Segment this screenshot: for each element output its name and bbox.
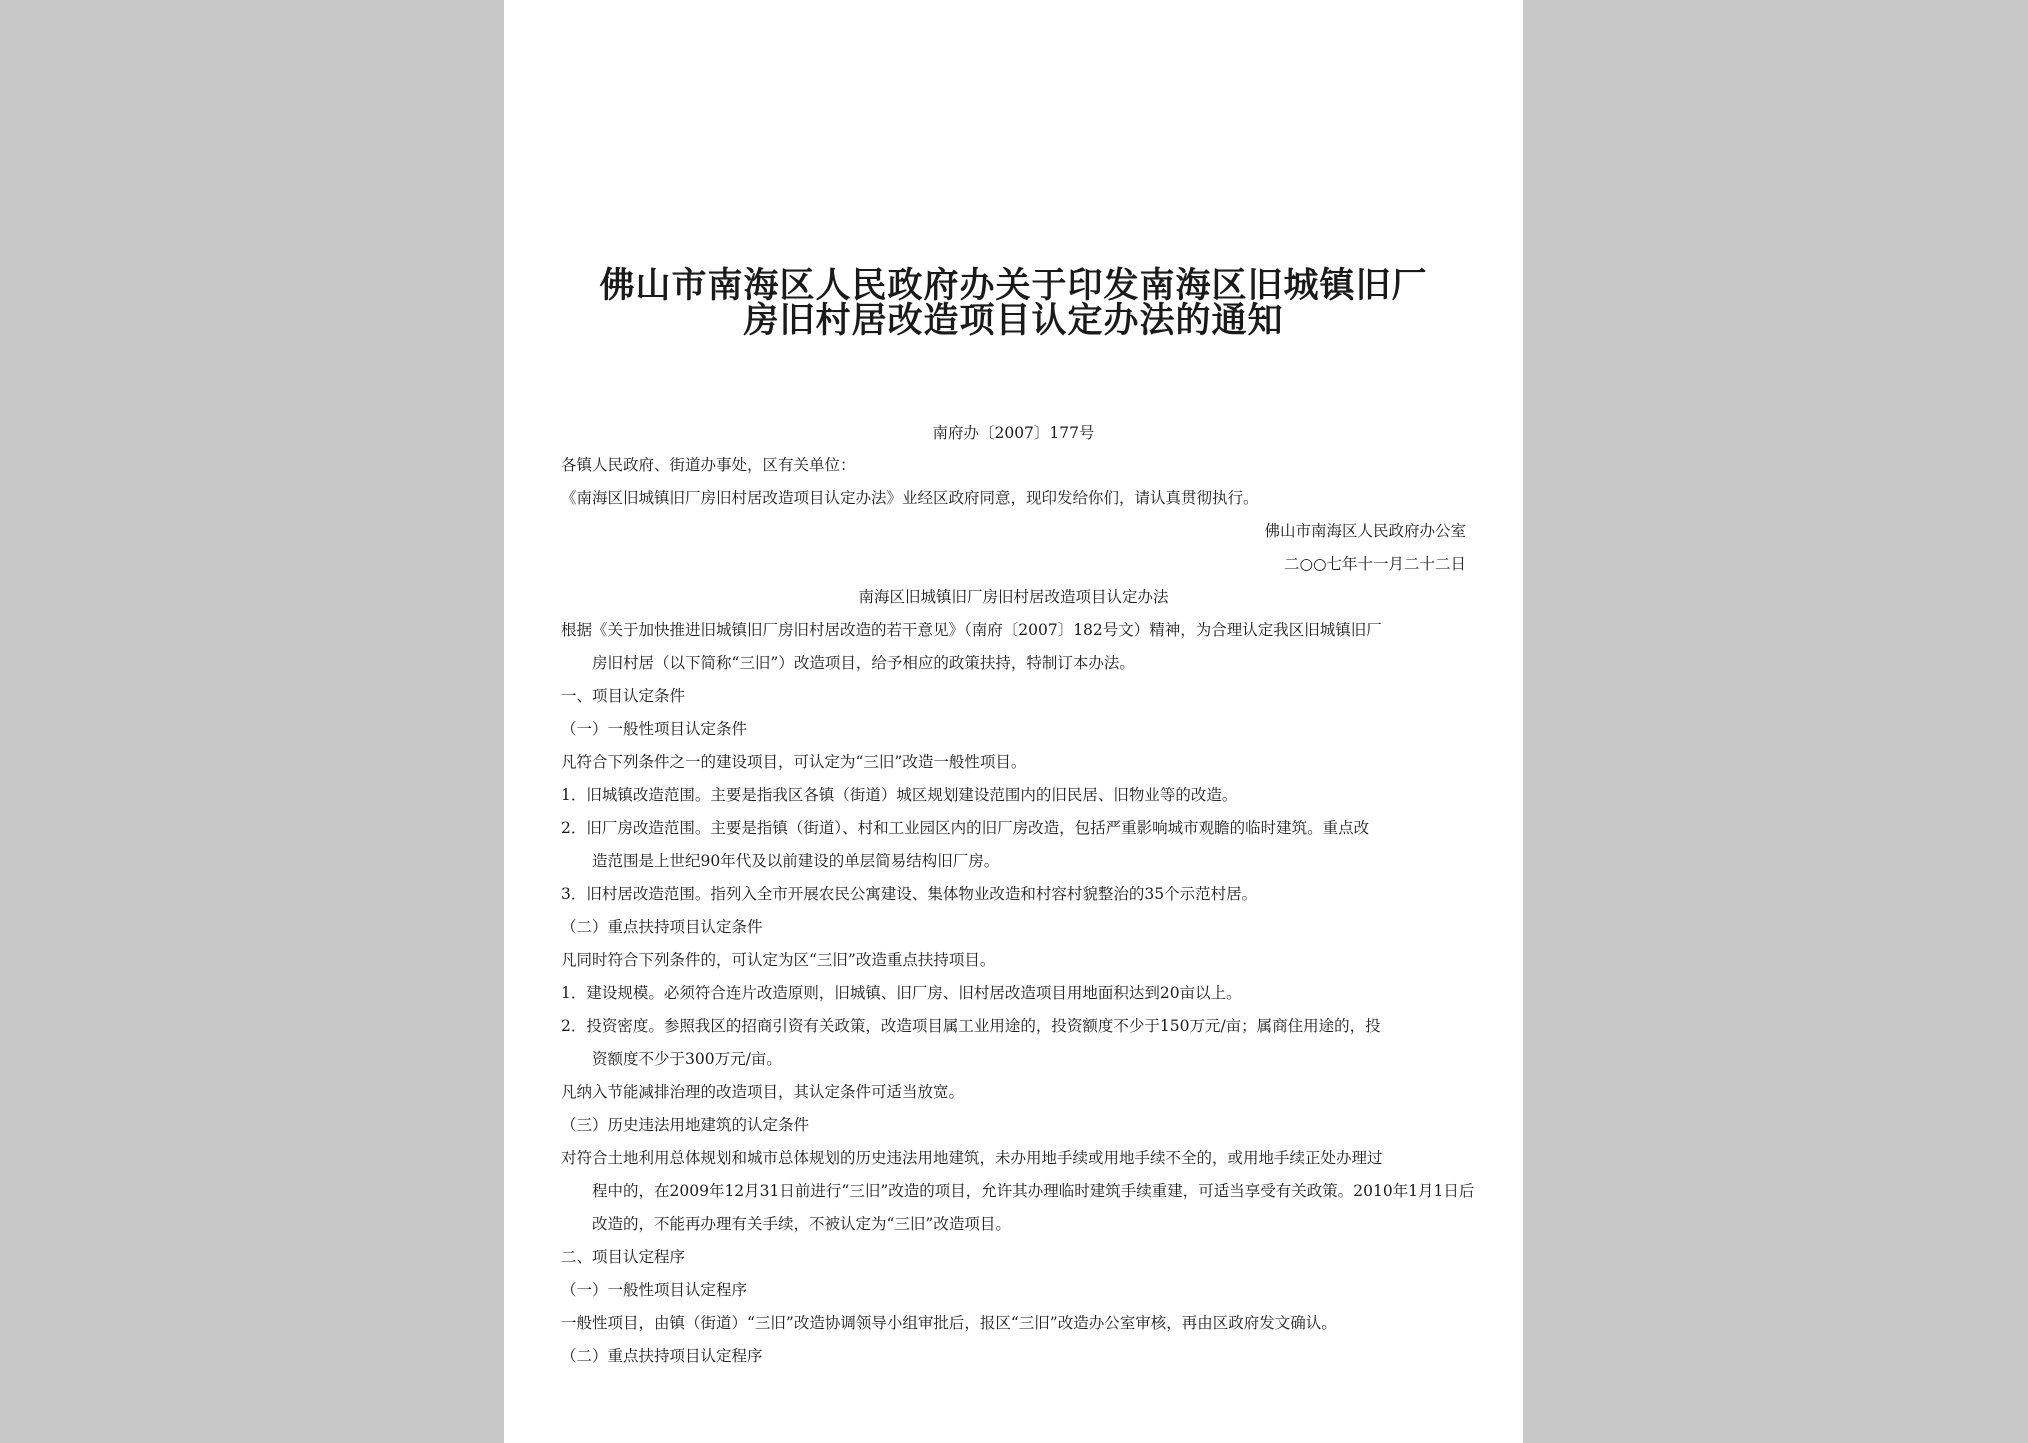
addressee: 各镇人民政府、街道办事处，区有关单位：	[561, 456, 856, 474]
subsection-heading: （一）一般性项目认定条件	[561, 720, 748, 738]
body-line: 造范围是上世纪90年代及以前建设的单层简易结构旧厂房。	[592, 852, 1000, 870]
body-line: 1．建设规模。必须符合连片改造原则，旧城镇、旧厂房、旧村居改造项目用地面积达到20亩以上。	[561, 984, 1242, 1002]
issuer: 佛山市南海区人民政府办公室	[1264, 522, 1466, 540]
body-line: 程中的，在2009年12月31日前进行“三旧”改造的项目，允许其办理临时建筑手续重建，可适当享受有关政策。2010年1月1日后	[592, 1182, 1475, 1200]
body-line: 2．投资密度。参照我区的招商引资有关政策，改造项目属工业用途的，投资额度不少于150万元/亩；属商住用途的，投	[561, 1017, 1381, 1035]
subsection-heading: （一）一般性项目认定程序	[561, 1281, 748, 1299]
document-title-line-2: 房旧村居改造项目认定办法的通知	[743, 300, 1284, 341]
section-heading: 一、项目认定条件	[561, 687, 686, 705]
body-line: 凡纳入节能减排治理的改造项目，其认定条件可适当放宽。	[561, 1083, 965, 1101]
body-line: 房旧村居（以下简称“三旧”）改造项目，给予相应的政策扶持，特制订本办法。	[592, 654, 1135, 672]
body-line: 一般性项目，由镇（街道）“三旧”改造协调领导小组审批后，报区“三旧”改造办公室审核，再由区政府发文确认。	[561, 1314, 1337, 1332]
body-line: 资额度不少于300万元/亩。	[592, 1050, 782, 1068]
intro-paragraph: 《南海区旧城镇旧厂房旧村居改造项目认定办法》业经区政府同意，现印发给你们，请认真贯彻执行。	[561, 489, 1259, 507]
document-number: 南府办〔2007〕177号	[932, 424, 1095, 442]
document-title-line-1: 佛山市南海区人民政府办关于印发南海区旧城镇旧厂	[599, 265, 1428, 306]
body-line: 凡同时符合下列条件的，可认定为区“三旧”改造重点扶持项目。	[561, 951, 996, 969]
issue-date: 二○○七年十一月二十二日	[1283, 555, 1466, 573]
body-line: 根据《关于加快推进旧城镇旧厂房旧村居改造的若干意见》（南府〔2007〕182号文）精神，为合理认定我区旧城镇旧厂	[561, 621, 1382, 639]
subsection-heading: （二）重点扶持项目认定程序	[561, 1347, 763, 1365]
subsection-heading: （二）重点扶持项目认定条件	[561, 918, 763, 936]
section-heading: 二、项目认定程序	[561, 1248, 686, 1266]
document-page	[504, 0, 1523, 1443]
body-line: 对符合土地利用总体规划和城市总体规划的历史违法用地建筑，未办用地手续或用地手续不全的，或用地手续正处办理过	[561, 1149, 1383, 1167]
body-line: 3．旧村居改造范围。指列入全市开展农民公寓建设、集体物业改造和村容村貌整治的35个示范村居。	[561, 885, 1258, 903]
measures-title: 南海区旧城镇旧厂房旧村居改造项目认定办法	[858, 588, 1169, 606]
body-line: 改造的，不能再办理有关手续，不被认定为“三旧”改造项目。	[592, 1215, 1011, 1233]
body-line: 2．旧厂房改造范围。主要是指镇（街道）、村和工业园区内的旧厂房改造，包括严重影响城市观瞻的临时建筑。重点改	[561, 819, 1370, 837]
subsection-heading: （三）历史违法用地建筑的认定条件	[561, 1116, 810, 1134]
body-line: 1．旧城镇改造范围。主要是指我区各镇（街道）城区规划建设范围内的旧民居、旧物业等的改造。	[561, 786, 1238, 804]
body-line: 凡符合下列条件之一的建设项目，可认定为“三旧”改造一般性项目。	[561, 753, 1027, 771]
